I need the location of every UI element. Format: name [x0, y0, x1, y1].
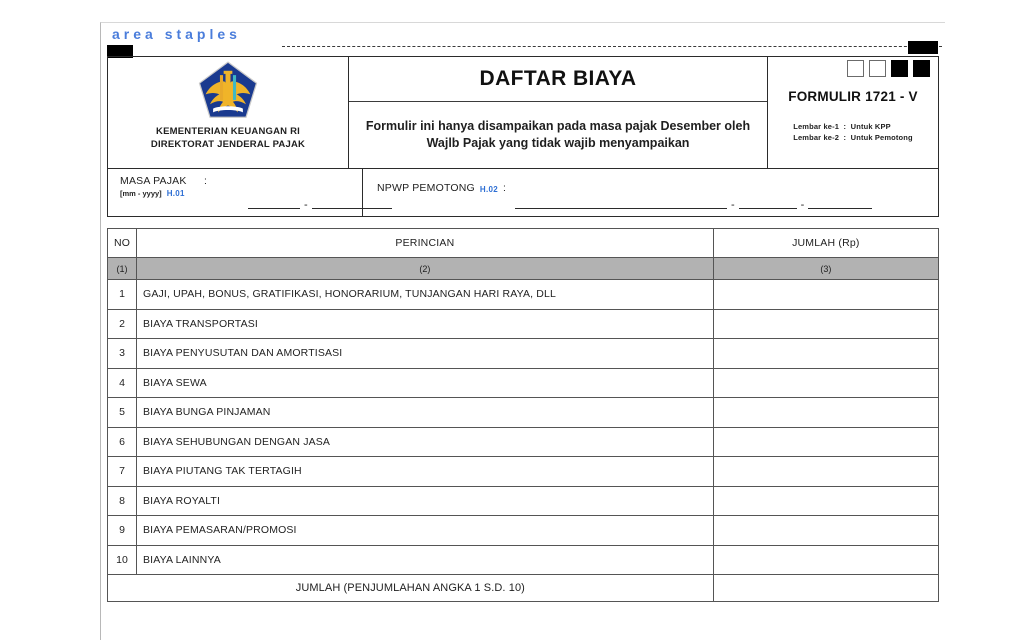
- npwp-input[interactable]: [515, 201, 872, 209]
- npwp-input-part-1[interactable]: [515, 208, 727, 209]
- total-amount-input[interactable]: [713, 575, 938, 602]
- identity-row: [107, 169, 939, 217]
- row-number: 1: [108, 280, 137, 310]
- row-amount-input[interactable]: [713, 516, 938, 546]
- cost-detail-table: [107, 228, 939, 602]
- table-row: [108, 398, 939, 428]
- staples-dotted-line: [282, 46, 942, 47]
- colnum-3: (3): [713, 258, 938, 280]
- row-number: 5: [108, 398, 137, 428]
- row-description: BIAYA PIUTANG TAK TERTAGIH: [137, 457, 714, 487]
- header-amount: JUMLAH (Rp): [713, 229, 938, 258]
- row-amount-input[interactable]: [713, 457, 938, 487]
- form-title-cell: [349, 57, 768, 168]
- npwp-input-part-2[interactable]: [739, 208, 797, 209]
- npwp-colon: :: [503, 182, 506, 194]
- table-row: [108, 516, 939, 546]
- row-description: BIAYA PEMASARAN/PROMOSI: [137, 516, 714, 546]
- row-number: 3: [108, 339, 137, 369]
- row-number: 7: [108, 457, 137, 487]
- tax-period-format-hint: [mm - yyyy]: [120, 189, 162, 198]
- ministry-identity-cell: [108, 57, 349, 168]
- npwp-label: NPWP PEMOTONG: [377, 182, 475, 194]
- staples-area: [112, 26, 942, 50]
- form-subtitle: Formulir ini hanya disampaikan pada masa pajak Desember oleh Wajlb Pajak yang tidak wajib menyampaikan: [365, 119, 751, 150]
- row-number: 4: [108, 368, 137, 398]
- npwp-input-part-3[interactable]: [808, 208, 872, 209]
- table-row: [108, 368, 939, 398]
- table-row: [108, 486, 939, 516]
- copy-distribution-note: [793, 121, 913, 143]
- kemenkeu-logo-icon: [197, 60, 259, 120]
- tax-form: [107, 56, 939, 606]
- tax-period-label: MASA PAJAK: [120, 175, 187, 187]
- ministry-name-line1: KEMENTERIAN KEUANGAN RI: [156, 126, 300, 137]
- form-box-2[interactable]: [869, 60, 886, 77]
- tax-period-colon: :: [204, 175, 207, 187]
- copy-line-2: Lembar ke-2 : Untuk Pemotong: [793, 133, 913, 142]
- row-description: BIAYA TRANSPORTASI: [137, 309, 714, 339]
- form-box-1[interactable]: [847, 60, 864, 77]
- registration-mark-top-right: [908, 41, 938, 54]
- form-number-label: FORMULIR 1721 - V: [788, 89, 918, 104]
- ministry-name-line2: DIREKTORAT JENDERAL PAJAK: [150, 139, 306, 150]
- row-amount-input[interactable]: [713, 309, 938, 339]
- table-row: [108, 427, 939, 457]
- row-amount-input[interactable]: [713, 339, 938, 369]
- table-header-row: [108, 229, 939, 258]
- row-description: BIAYA SEWA: [137, 368, 714, 398]
- npwp-separator-1: -: [731, 199, 735, 211]
- form-type-checkboxes[interactable]: [847, 60, 930, 77]
- form-code-cell: [768, 57, 938, 168]
- row-description: BIAYA PENYUSUTAN DAN AMORTISASI: [137, 339, 714, 369]
- row-number: 6: [108, 427, 137, 457]
- row-description: BIAYA LAINNYA: [137, 545, 714, 575]
- table-row: [108, 280, 939, 310]
- form-header: [107, 56, 939, 169]
- staples-area-label: area staples: [112, 26, 241, 42]
- row-number: 9: [108, 516, 137, 546]
- row-number: 2: [108, 309, 137, 339]
- tax-period-separator: -: [304, 199, 308, 211]
- npwp-code-h02: H.02: [479, 185, 498, 194]
- npwp-separator-2: -: [800, 199, 805, 211]
- row-description: GAJI, UPAH, BONUS, GRATIFIKASI, HONORARIUM, TUNJANGAN HARI RAYA, DLL: [137, 280, 714, 310]
- row-description: BIAYA BUNGA PINJAMAN: [137, 398, 714, 428]
- colnum-1: (1): [108, 258, 137, 280]
- row-amount-input[interactable]: [713, 545, 938, 575]
- row-amount-input[interactable]: [713, 398, 938, 428]
- row-amount-input[interactable]: [713, 368, 938, 398]
- row-description: BIAYA ROYALTI: [137, 486, 714, 516]
- row-amount-input[interactable]: [713, 280, 938, 310]
- table-row: [108, 339, 939, 369]
- tax-period-month-input[interactable]: [248, 208, 300, 209]
- row-number: 10: [108, 545, 137, 575]
- header-desc: PERINCIAN: [137, 229, 714, 258]
- row-amount-input[interactable]: [713, 427, 938, 457]
- tax-period-field-group: [108, 169, 363, 216]
- form-box-3[interactable]: [891, 60, 908, 77]
- header-no: NO: [108, 229, 137, 258]
- npwp-field-group: [363, 169, 938, 216]
- copy-line-1: Lembar ke-1 : Untuk KPP: [793, 122, 891, 131]
- colnum-2: (2): [137, 258, 714, 280]
- table-body: [108, 280, 939, 575]
- total-label: JUMLAH (PENJUMLAHAN ANGKA 1 S.D. 10): [108, 575, 714, 602]
- tax-period-code-h01: H.01: [166, 189, 185, 198]
- row-number: 8: [108, 486, 137, 516]
- row-description: BIAYA SEHUBUNGAN DENGAN JASA: [137, 427, 714, 457]
- table-total-row: [108, 575, 939, 602]
- table-column-number-row: [108, 258, 939, 280]
- form-title: DAFTAR BIAYA: [349, 57, 767, 102]
- row-amount-input[interactable]: [713, 486, 938, 516]
- form-box-4[interactable]: [913, 60, 930, 77]
- table-row: [108, 545, 939, 575]
- table-row: [108, 457, 939, 487]
- table-row: [108, 309, 939, 339]
